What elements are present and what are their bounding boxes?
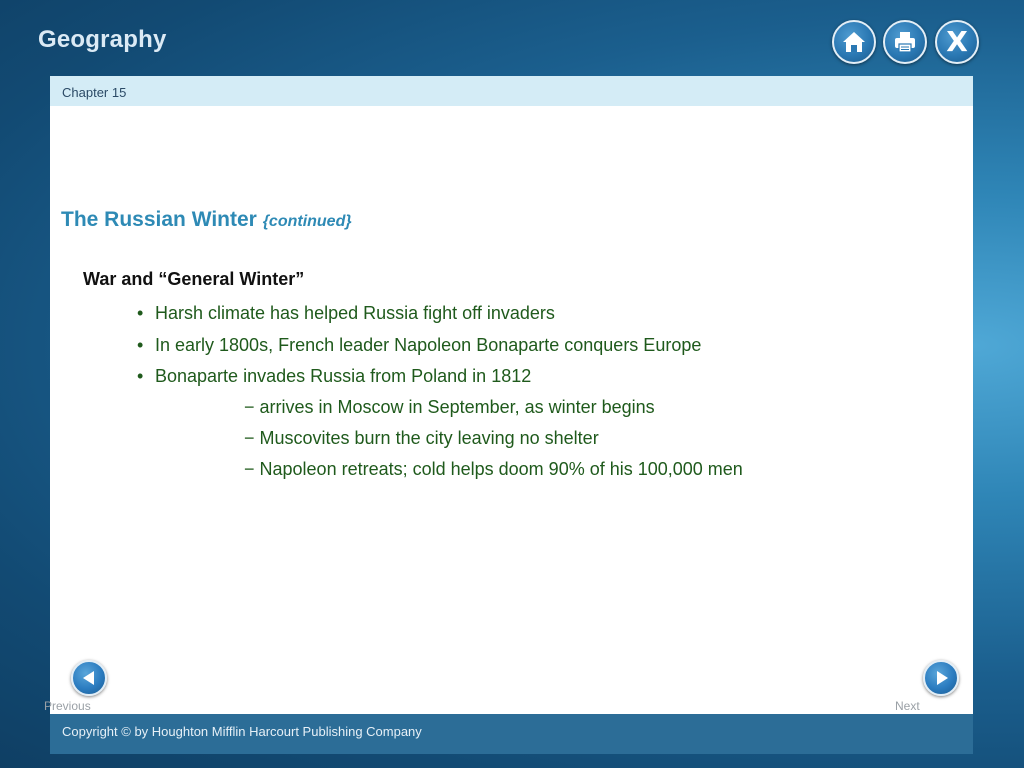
close-button[interactable] (935, 20, 979, 64)
arrow-left-icon (83, 671, 94, 685)
app-title: Geography (38, 26, 167, 53)
slide-title (61, 208, 352, 232)
chapter-bar (50, 76, 973, 106)
subheading: War and “General Winter” (83, 269, 305, 289)
bullet-text: In early 1800s, French leader Napoleon Bonaparte conquers Europe (155, 335, 702, 355)
next-button[interactable] (923, 660, 959, 696)
chapter-label: Chapter 15 (62, 85, 127, 100)
subbullet-item: − Muscovites burn the city leaving no shelter (244, 428, 599, 448)
subbullet-item: − arrives in Moscow in September, as winter begins (244, 397, 655, 417)
copyright-text: Copyright © by Houghton Mifflin Harcourt Publishing Company (62, 724, 422, 739)
arrow-right-icon (937, 671, 948, 685)
home-button[interactable] (832, 20, 876, 64)
bullet-item (137, 335, 702, 356)
slide-title-suffix: {continued} (262, 213, 352, 230)
subbullet-item: − Napoleon retreats; cold helps doom 90% of his 100,000 men (244, 459, 743, 479)
slide-title-text: The Russian Winter (61, 208, 257, 231)
close-icon: X (946, 25, 968, 58)
bullet-text: Harsh climate has helped Russia fight off invaders (155, 303, 555, 323)
bullet-item (137, 303, 555, 324)
slide-panel (50, 76, 973, 714)
print-button[interactable] (883, 20, 927, 64)
printer-icon (892, 29, 918, 55)
bullet-marker: • (137, 303, 144, 323)
next-label: Next (895, 699, 920, 713)
previous-button[interactable] (71, 660, 107, 696)
footer-bar (50, 714, 973, 754)
home-icon (841, 29, 867, 55)
bullet-marker: • (137, 335, 144, 355)
bullet-item (137, 366, 532, 387)
bullet-text: Bonaparte invades Russia from Poland in 1812 (155, 366, 532, 386)
bullet-marker: • (137, 366, 144, 386)
previous-label: Previous (44, 699, 91, 713)
